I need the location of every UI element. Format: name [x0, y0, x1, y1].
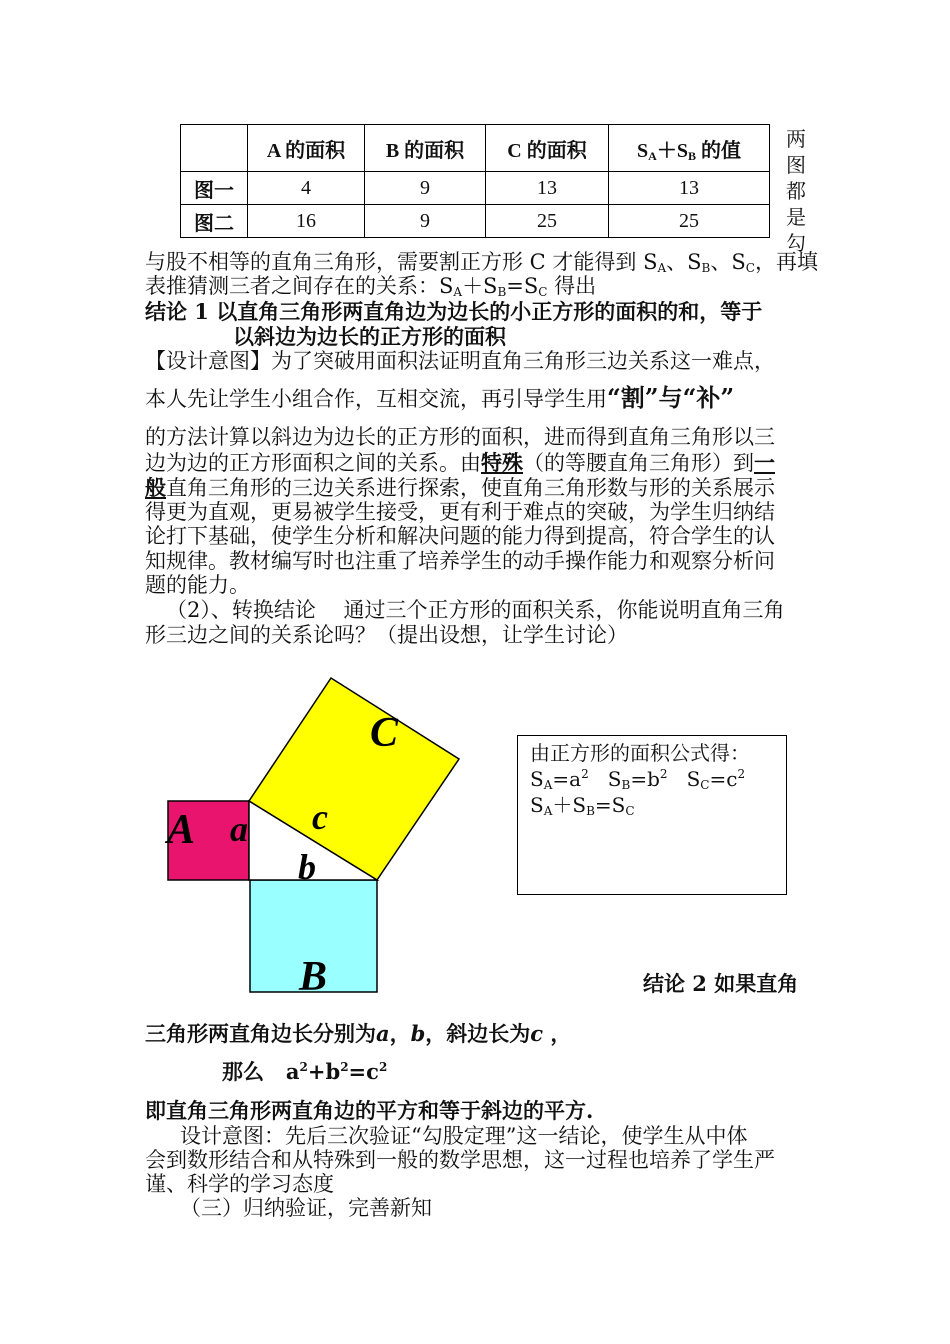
label-a: a [230, 809, 248, 849]
conclusion2-formula: 那么 $a^2+b^2=c^2$ [222, 1059, 388, 1084]
cell-sum: 13 [609, 172, 770, 205]
conclusion1-line2: 以斜边为边长的正方形的面积 [233, 324, 506, 349]
cell-b: 9 [365, 205, 486, 238]
label-C: C [370, 710, 399, 756]
row-label: 图一 [181, 172, 248, 205]
header-b-area: B 的面积 [365, 125, 486, 172]
design1-line9: 题的能力。 [145, 573, 250, 597]
design1-line7: 论打下基础，使学生分析和解决问题的能力得到提高，符合学生的认 [145, 524, 775, 548]
area-table [180, 124, 770, 238]
conclusion2-line1: 结论 2 如果直角 [643, 971, 799, 996]
table-row [181, 172, 770, 205]
conclusion2-line3: 即直角三角形两直角边的平方和等于斜边的平方. [145, 1098, 594, 1123]
convert-line2: 形三边之间的关系论吗？（提出设想，让学生讨论） [145, 623, 628, 647]
cell-c: 25 [486, 205, 609, 238]
header-c-area: C 的面积 [486, 125, 609, 172]
table-row [181, 205, 770, 238]
cell-c: 13 [486, 172, 609, 205]
convert-line1: （2）、转换结论 通过三个正方形的面积关系，你能说明直角三角 [166, 598, 785, 622]
label-A: A [167, 807, 196, 853]
conclusion1-line1: 结论 1 以直角三角形两直角边为边长的小正方形的面积的和，等于 [145, 299, 763, 324]
design1-line8: 知规律。教材编写时也注重了培养学生的动手操作能力和观察分析问 [145, 549, 775, 573]
pythagoras-figure [160, 670, 480, 1000]
para1-line1: 与股不相等的直角三角形，需要割正方形 C 才能得到 $S_A$、$S_B$、$S_C$，再填 [145, 250, 818, 275]
label-c: c [312, 797, 328, 837]
formula-box-line3: $S_A+S_B=S_C$ [530, 793, 635, 818]
design1-line1: 【设计意图】为了突破用面积法证明直角三角形三边关系这一难点， [145, 349, 775, 373]
conclusion2-line2: 三角形两直角边长分别为a，b，斜边长为c ， [145, 1021, 572, 1046]
cell-sum: 25 [609, 205, 770, 238]
formula-box-line2: $S_A=a^2$ $S_B=b^2$ $S_C=c^2$ [530, 767, 746, 792]
design1-line4: 边为边的正方形面积之间的关系。由特殊（的等腰直角三角形）到一 [145, 450, 775, 475]
header-sum: $S_A+S_B$ 的值 [609, 125, 770, 172]
design2-line1: 设计意图：先后三次验证“勾股定理”这一结论，使学生从中体 [180, 1124, 748, 1148]
para1-line2: 表推猜测三者之间存在的关系：$S_A+S_B=S_C$ 得出 [145, 274, 597, 299]
row-label: 图二 [181, 205, 248, 238]
cell-a: 16 [248, 205, 365, 238]
design1-line2: 本人先让学生小组合作，互相交流，再引导学生用“割”与“补” [145, 383, 735, 412]
header-a-area: A 的面积 [248, 125, 365, 172]
formula-box [517, 735, 787, 895]
table-corner [181, 125, 248, 172]
label-B: B [299, 954, 328, 1000]
cell-a: 4 [248, 172, 365, 205]
formula-box-line1: 由正方形的面积公式得： [530, 741, 750, 765]
section3-heading: （三）归纳验证，完善新知 [180, 1196, 432, 1220]
design2-line3: 谨、科学的学习态度 [145, 1172, 334, 1196]
design1-line5: 般直角三角形的三边关系进行探索，使直角三角形数与形的关系展示 [145, 475, 775, 500]
design1-line6: 得更为直观，更易被学生接受，更有利于难点的突破，为学生归纳结 [145, 500, 775, 524]
design1-line3: 的方法计算以斜边为边长的正方形的面积，进而得到直角三角形以三 [145, 425, 775, 449]
design2-line2: 会到数形结合和从特殊到一般的数学思想，这一过程也培养了学生严 [145, 1148, 775, 1172]
side-vertical-text: 两图都是勾 [786, 127, 806, 255]
label-b: b [298, 847, 316, 887]
cell-b: 9 [365, 172, 486, 205]
